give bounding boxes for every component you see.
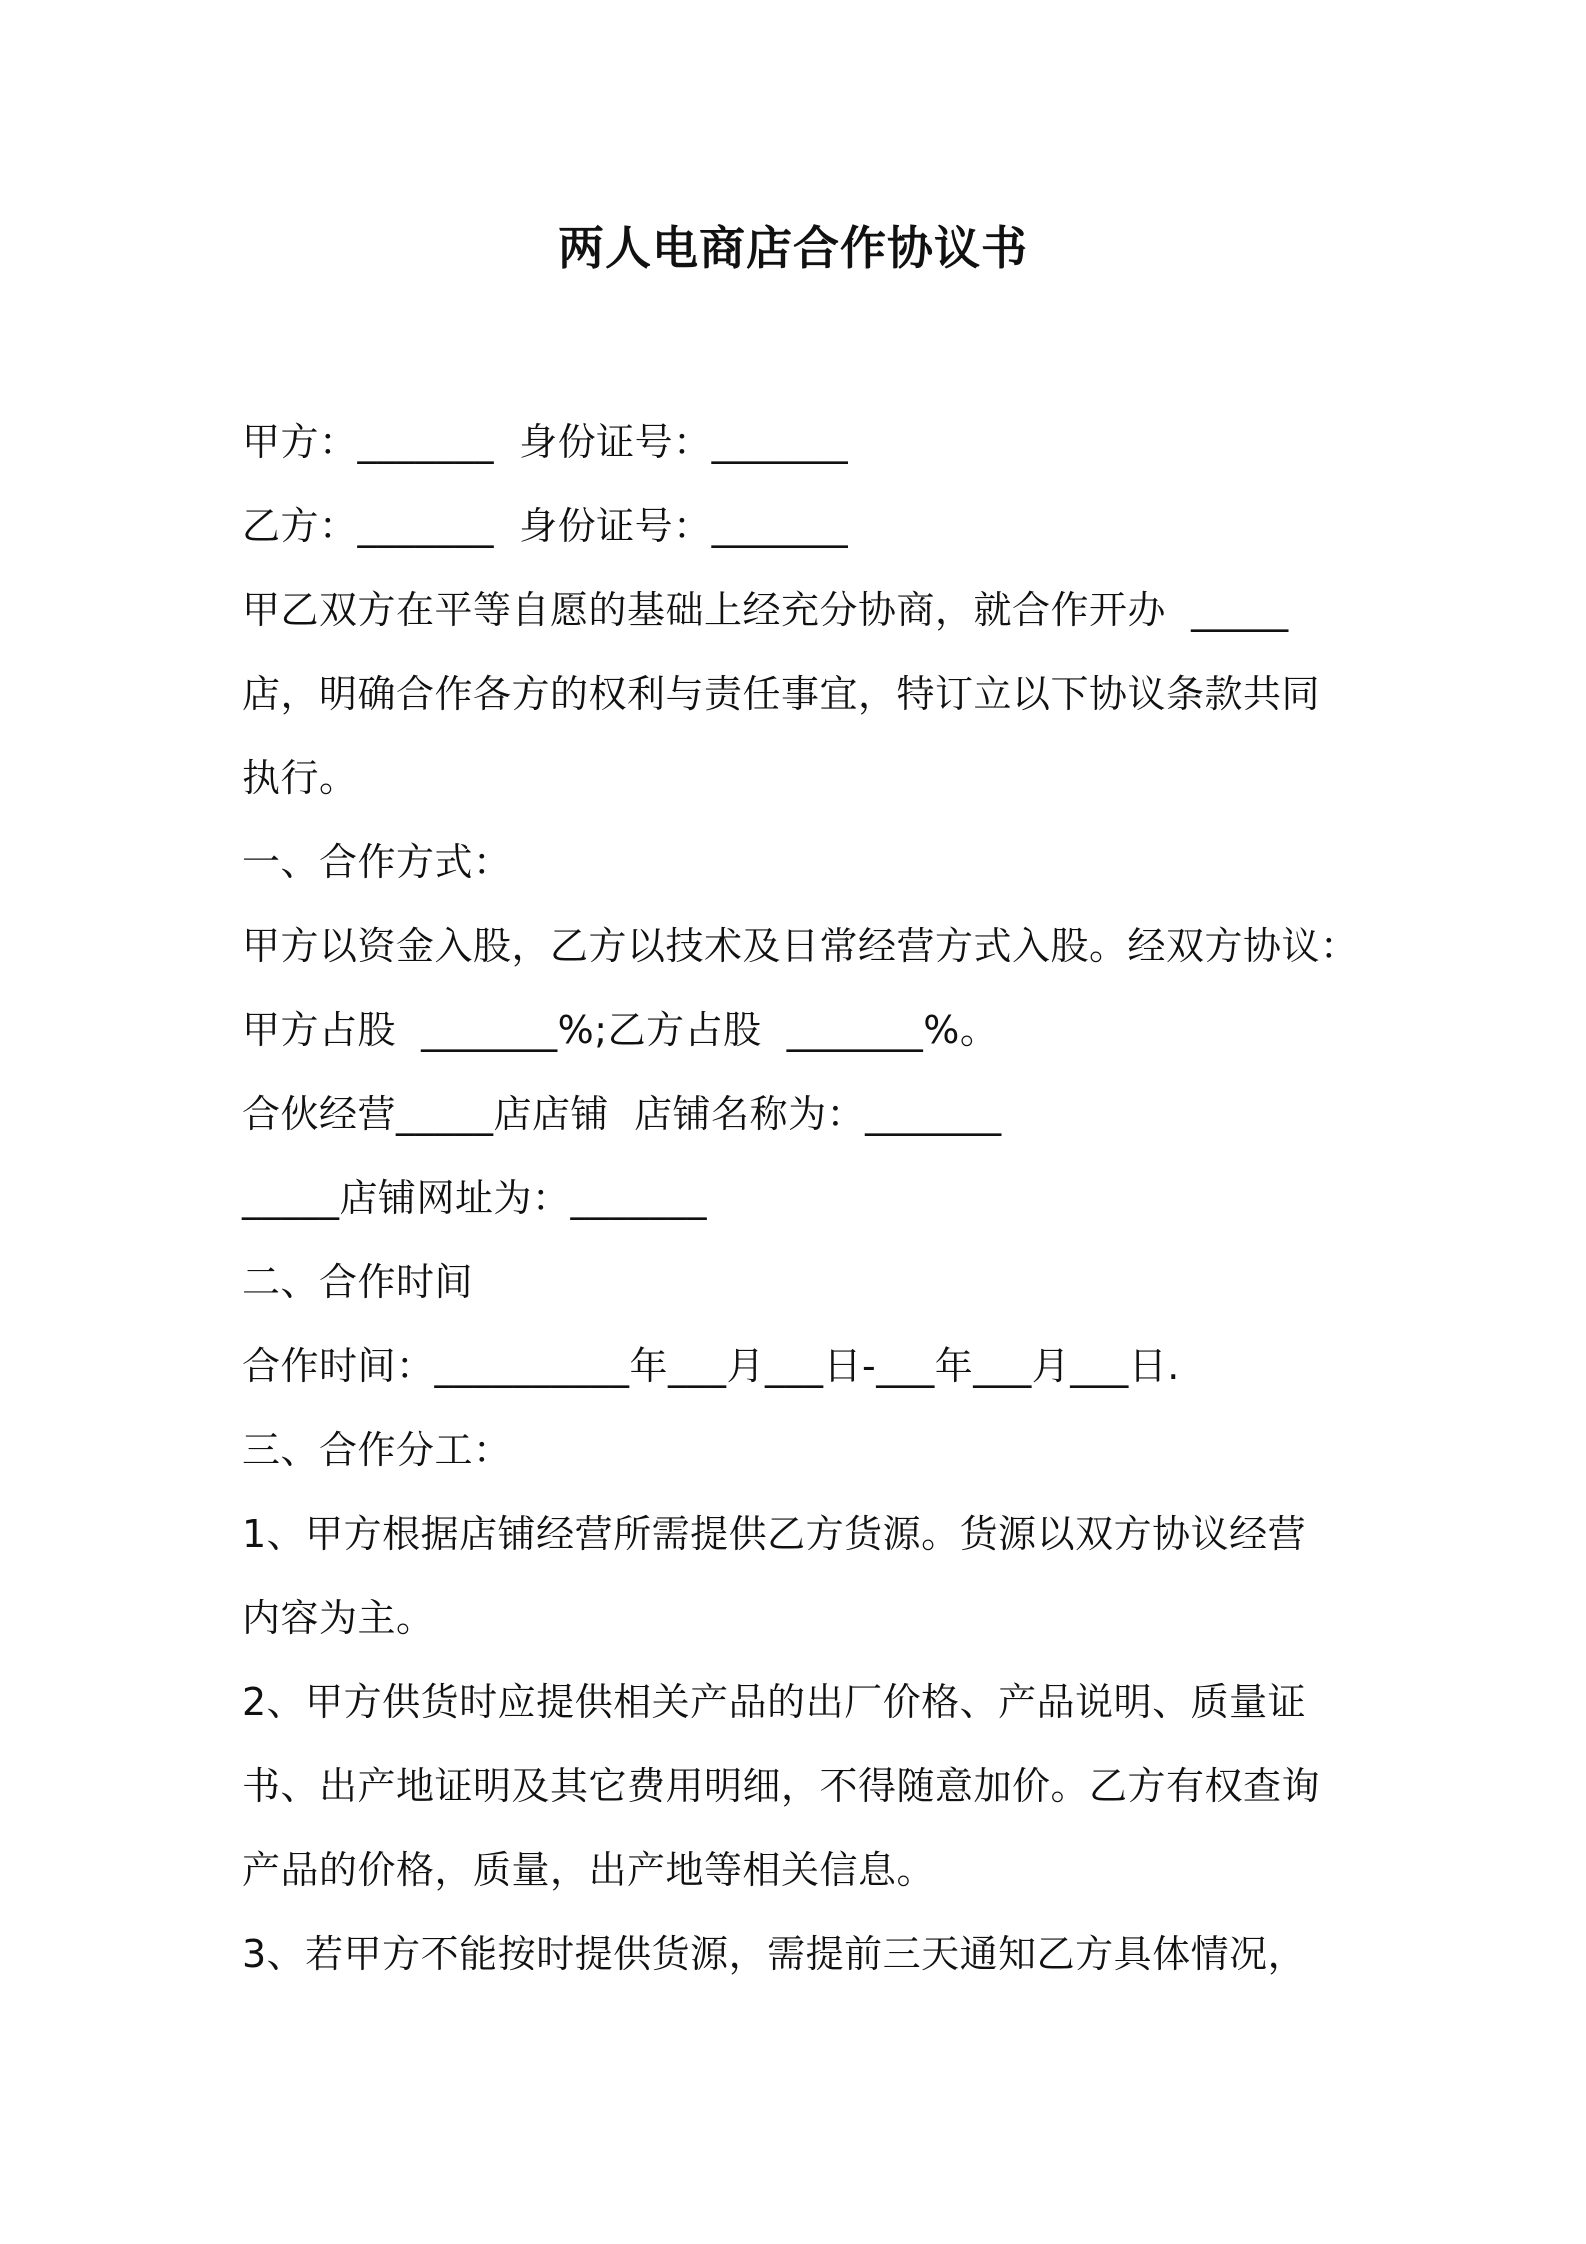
document-title: 两人电商店合作协议书 [558,221,1028,275]
cooperation-time-line: 合作时间：__________年___月___日-___年___月___日. [242,1344,1180,1388]
party-a-line: 甲方：_______ 身份证号：_______ [242,420,849,464]
store-url-line: _____店铺网址为：_______ [242,1176,708,1220]
section-heading-cooperation-mode: 一、合作方式： [242,840,512,884]
cooperation-mode-text: 甲方以资金入股，乙方以技术及日常经营方式入股。经双方协议： [242,924,1359,968]
document-body [242,400,1357,1996]
clause-2-line-1: 2、甲方供货时应提供相关产品的出厂价格、产品说明、质量证 [242,1680,1307,1724]
store-name-line: 合伙经营_____店店铺 店铺名称为：_______ [242,1092,1002,1136]
clause-2-line-2: 书、出产地证明及其它费用明细，不得随意加价。乙方有权查询 [242,1764,1321,1808]
section-heading-division-of-work: 三、合作分工： [242,1428,512,1472]
clause-3-line-1: 3、若甲方不能按时提供货源，需提前三天通知乙方具体情况， [242,1932,1307,1976]
clause-1-line-1: 1、甲方根据店铺经营所需提供乙方货源。货源以双方协议经营 [242,1512,1307,1556]
preamble-line-2: 店，明确合作各方的权利与责任事宜，特订立以下协议条款共同 [242,672,1321,716]
clause-2-line-3: 产品的价格，质量，出产地等相关信息。 [242,1848,936,1892]
party-b-line: 乙方：_______ 身份证号：_______ [242,504,849,548]
shareholding-line: 甲方占股 _______%;乙方占股 _______%。 [242,1008,999,1052]
clause-1-line-2: 内容为主。 [242,1596,435,1640]
preamble-line-1: 甲乙双方在平等自愿的基础上经充分协商，就合作开办 _____ [242,588,1289,632]
preamble-line-3: 执行。 [242,756,358,800]
section-heading-cooperation-time: 二、合作时间 [242,1260,474,1304]
